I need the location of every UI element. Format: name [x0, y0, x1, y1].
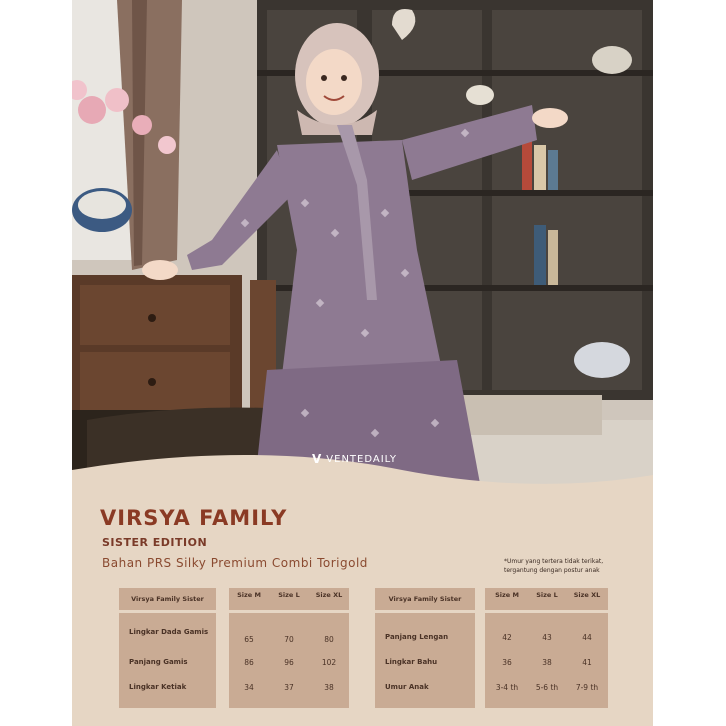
brand-watermark [312, 452, 397, 466]
table-header-label: Virsya Family Sister [119, 588, 216, 610]
product-card [72, 0, 653, 726]
table-header-label: Virsya Family Sister [375, 588, 475, 610]
row-value: 37 [284, 683, 294, 692]
row-value: 5-6 th [535, 683, 559, 692]
size-header-xl: Size XL [573, 591, 601, 599]
product-title: VIRSYA FAMILY [100, 506, 288, 530]
row-value: 44 [582, 633, 592, 642]
row-value: 38 [324, 683, 334, 692]
row-value: 80 [324, 635, 334, 644]
row-value: 43 [542, 633, 552, 642]
row-label: Panjang Gamis [129, 658, 188, 666]
row-value: 34 [244, 683, 254, 692]
row-label: Umur Anak [385, 683, 429, 691]
brand-name: VENTEDAILY [326, 453, 398, 465]
age-note: *Umur yang tertera tidak terikat, tergantung dengan postur anak [504, 558, 604, 574]
row-value: 102 [321, 658, 337, 667]
product-photo [72, 0, 653, 520]
row-label: Lingkar Bahu [385, 658, 438, 666]
row-label: Lingkar Dada Gamis [129, 628, 209, 636]
row-value: 36 [502, 658, 512, 667]
size-header-m: Size M [237, 591, 261, 599]
product-edition: SISTER EDITION [102, 536, 208, 549]
row-label: Lingkar Ketiak [129, 683, 187, 691]
product-material: Bahan PRS Silky Premium Combi Torigold [102, 556, 368, 570]
row-value: 70 [284, 635, 294, 644]
row-value: 42 [502, 633, 512, 642]
row-label: Panjang Lengan [385, 633, 449, 641]
row-value: 41 [582, 658, 592, 667]
row-value: 65 [244, 635, 254, 644]
row-value: 96 [284, 658, 294, 667]
row-value: 38 [542, 658, 552, 667]
size-header-l: Size L [536, 591, 558, 599]
size-header-xl: Size XL [315, 591, 343, 599]
row-value: 3-4 th [495, 683, 519, 692]
size-header-l: Size L [278, 591, 300, 599]
size-header-m: Size M [495, 591, 519, 599]
brand-logo-icon: V [312, 452, 323, 466]
row-value: 7-9 th [575, 683, 599, 692]
row-value: 86 [244, 658, 254, 667]
